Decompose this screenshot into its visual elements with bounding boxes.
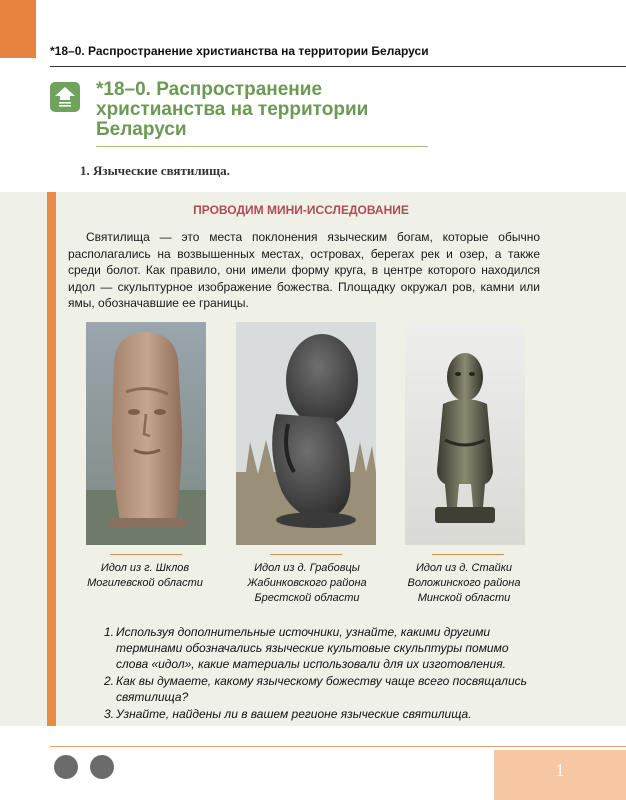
caption-idol-shklov [70, 561, 220, 591]
panel-heading: ПРОВОДИМ МИНИ-ИССЛЕДОВАНИЕ [193, 203, 409, 217]
panel-accent-bar [47, 192, 56, 726]
task-text: Используя дополнительные источники, узнайте, какими другими терминами обозначались языческие культовые скульптуры помимо слова «идол», какие материалы использовали для их изготовления. [116, 625, 509, 671]
task-item [100, 706, 540, 722]
corner-tab [0, 0, 36, 58]
caption-line: Минской области [417, 592, 511, 604]
title-rule [96, 146, 428, 147]
home-icon[interactable] [50, 82, 80, 112]
caption-rule [110, 554, 182, 555]
caption-line: Идол из г. Шклов [100, 562, 190, 574]
next-page-button[interactable] [90, 755, 114, 779]
caption-line: Брестской области [254, 592, 360, 604]
task-item [100, 624, 540, 672]
page-number: 1 [494, 750, 626, 800]
footer-rule [50, 746, 626, 747]
task-number: 2. [104, 674, 115, 688]
task-number: 1. [104, 625, 115, 639]
subsection-heading: 1. Языческие святилища. [80, 163, 230, 178]
caption-line: Идол из д. Грабовцы [254, 562, 360, 574]
section-title: *18–0. Распространение христианства на территории Беларуси [96, 79, 369, 140]
prev-page-button[interactable] [54, 755, 78, 779]
panel-text: Святилища — это места поклонения языческим богам, которые обычно располагались на возвышенных местах, островах, берегах рек и озер, а также среди болот. Как правило, они имели форму круга, в центре которого находился идол — скульптурное изображение божества. Площадку окружал ров, камни или ямы, обозначавшие ее границы. [68, 230, 540, 311]
caption-idol-grabovtsy [232, 561, 382, 606]
task-text: Узнайте, найдены ли в вашем регионе языческие святилища. [116, 707, 472, 721]
task-list [100, 624, 540, 723]
header-rule [50, 66, 626, 67]
caption-line: Воложинского района [407, 577, 521, 589]
idol-shklov-photo [86, 322, 206, 545]
caption-line: Идол из д. Стайки [415, 562, 513, 574]
idol-grabovtsy-photo [236, 322, 376, 545]
idol-staiki-photo [405, 322, 525, 545]
caption-line: Жабинковского района [247, 577, 367, 589]
running-header: *18–0. Распространение христианства на территории Беларуси [50, 44, 429, 58]
task-item [100, 673, 540, 705]
caption-idol-staiki [389, 561, 539, 606]
task-number: 3. [104, 707, 115, 721]
task-text: Как вы думаете, какому языческому божеству чаще всего посвящались святилища? [116, 674, 527, 704]
caption-rule [432, 554, 504, 555]
caption-line: Могилевской области [87, 577, 203, 589]
caption-rule [270, 554, 342, 555]
